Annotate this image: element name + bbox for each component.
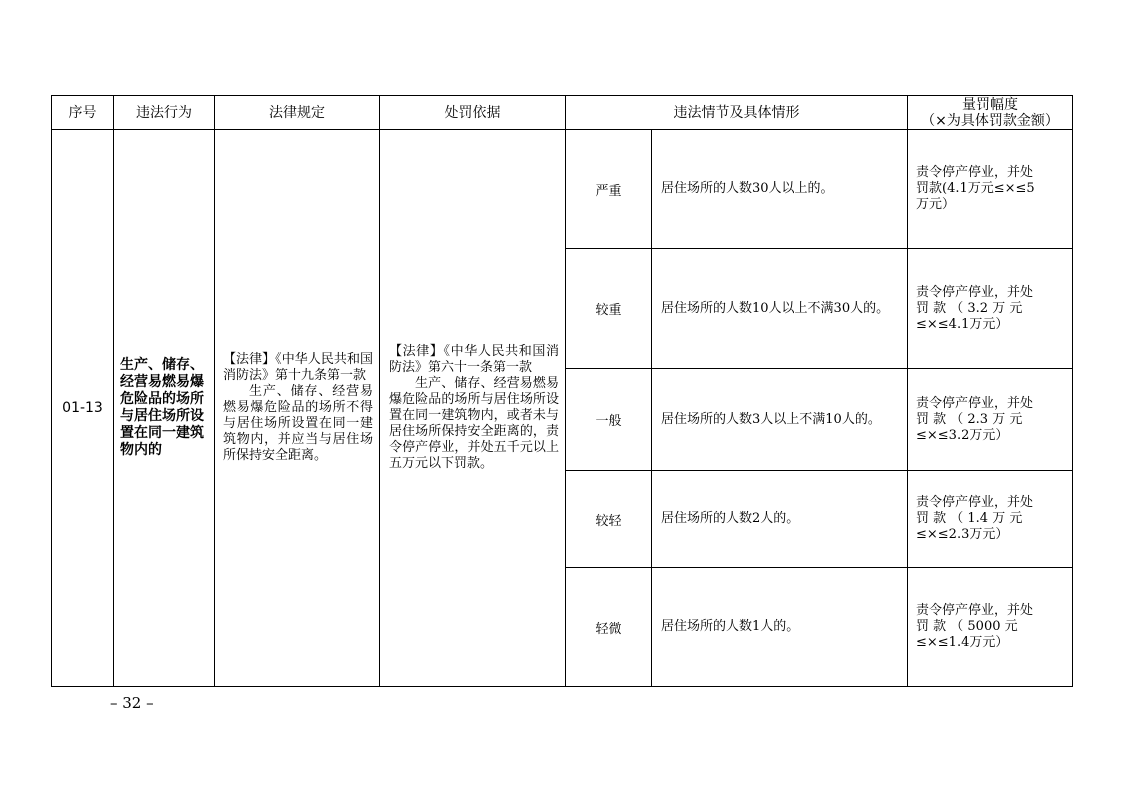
basis-text: 生产、储存、经营易燃易爆危险品的场所与居住场所设置在同一建筑物内，或者未与居住场所保持安全距离的，责令停产停业，并处五千元以上五万元以下罚款。 xyxy=(389,376,559,471)
basis-citation: 【法律】《中华人民共和国消防法》第六十一条第一款 xyxy=(389,344,559,375)
legal-provision xyxy=(215,130,380,687)
penalty-range xyxy=(908,568,1073,687)
severity-level: 严重 xyxy=(566,130,652,249)
penalty-line: 罚款(4.1万元≤×≤5 xyxy=(916,181,1035,196)
penalty-line: 责令停产停业，并处 xyxy=(916,165,1034,180)
page-number: – 32 – xyxy=(110,694,154,712)
severity-level: 较重 xyxy=(566,249,652,369)
header-law: 法律规定 xyxy=(215,96,380,130)
circumstance-detail: 居住场所的人数2人的。 xyxy=(652,471,908,568)
penalty-line: ≤×≤2.3万元） xyxy=(916,527,1009,542)
header-basis: 处罚依据 xyxy=(380,96,566,130)
table-row xyxy=(52,130,1073,249)
header-act: 违法行为 xyxy=(114,96,215,130)
circumstance-detail: 居住场所的人数3人以上不满10人的。 xyxy=(652,369,908,471)
penalty-table xyxy=(51,95,1073,687)
penalty-line: 罚 款 （ 2.3 万 元 xyxy=(916,411,1023,427)
header-seq: 序号 xyxy=(52,96,114,130)
penalty-line: 责令停产停业，并处 xyxy=(916,395,1034,411)
penalty-range xyxy=(908,130,1073,249)
penalty-range xyxy=(908,471,1073,568)
law-text: 生产、储存、经营易燃易爆危险品的场所不得与居住场所设置在同一建筑物内，并应当与居住场所保持安全距离。 xyxy=(223,384,373,463)
penalty-line: ≤×≤4.1万元） xyxy=(916,316,1009,332)
penalty-line: 罚 款 （ 1.4 万 元 xyxy=(916,511,1023,526)
penalty-range xyxy=(908,369,1073,471)
penalty-line: 责令停产停业，并处 xyxy=(916,603,1034,618)
penalty-line: ≤×≤3.2万元） xyxy=(916,427,1009,443)
penalty-line: 罚 款 （ 3.2 万 元 xyxy=(916,300,1023,316)
severity-level: 轻微 xyxy=(566,568,652,687)
penalty-range xyxy=(908,249,1073,369)
header-range-line1: 量罚幅度 xyxy=(962,96,1018,113)
header-row xyxy=(52,96,1073,130)
penalty-line: 罚 款 （ 5000 元 xyxy=(916,619,1018,634)
penalty-basis xyxy=(380,130,566,687)
penalty-line: ≤×≤1.4万元） xyxy=(916,635,1009,650)
law-citation: 【法律】《中华人民共和国消防法》第十九条第一款 xyxy=(223,352,373,383)
penalty-line: 责令停产停业，并处 xyxy=(916,495,1034,510)
violation-act: 生产、储存、经营易燃易爆危险品的场所与居住场所设置在同一建筑物内的 xyxy=(114,130,215,687)
record-id: 01-13 xyxy=(52,130,114,687)
header-penalty-range xyxy=(908,96,1073,130)
header-circumstances: 违法情节及具体情形 xyxy=(566,96,908,130)
severity-level: 较轻 xyxy=(566,471,652,568)
severity-level: 一般 xyxy=(566,369,652,471)
circumstance-detail: 居住场所的人数30人以上的。 xyxy=(652,130,908,249)
penalty-line: 万元） xyxy=(916,197,956,212)
circumstance-detail: 居住场所的人数10人以上不满30人的。 xyxy=(652,249,908,369)
header-range-line2: （×为具体罚款金额） xyxy=(921,112,1059,129)
circumstance-detail: 居住场所的人数1人的。 xyxy=(652,568,908,687)
penalty-line: 责令停产停业，并处 xyxy=(916,284,1034,300)
